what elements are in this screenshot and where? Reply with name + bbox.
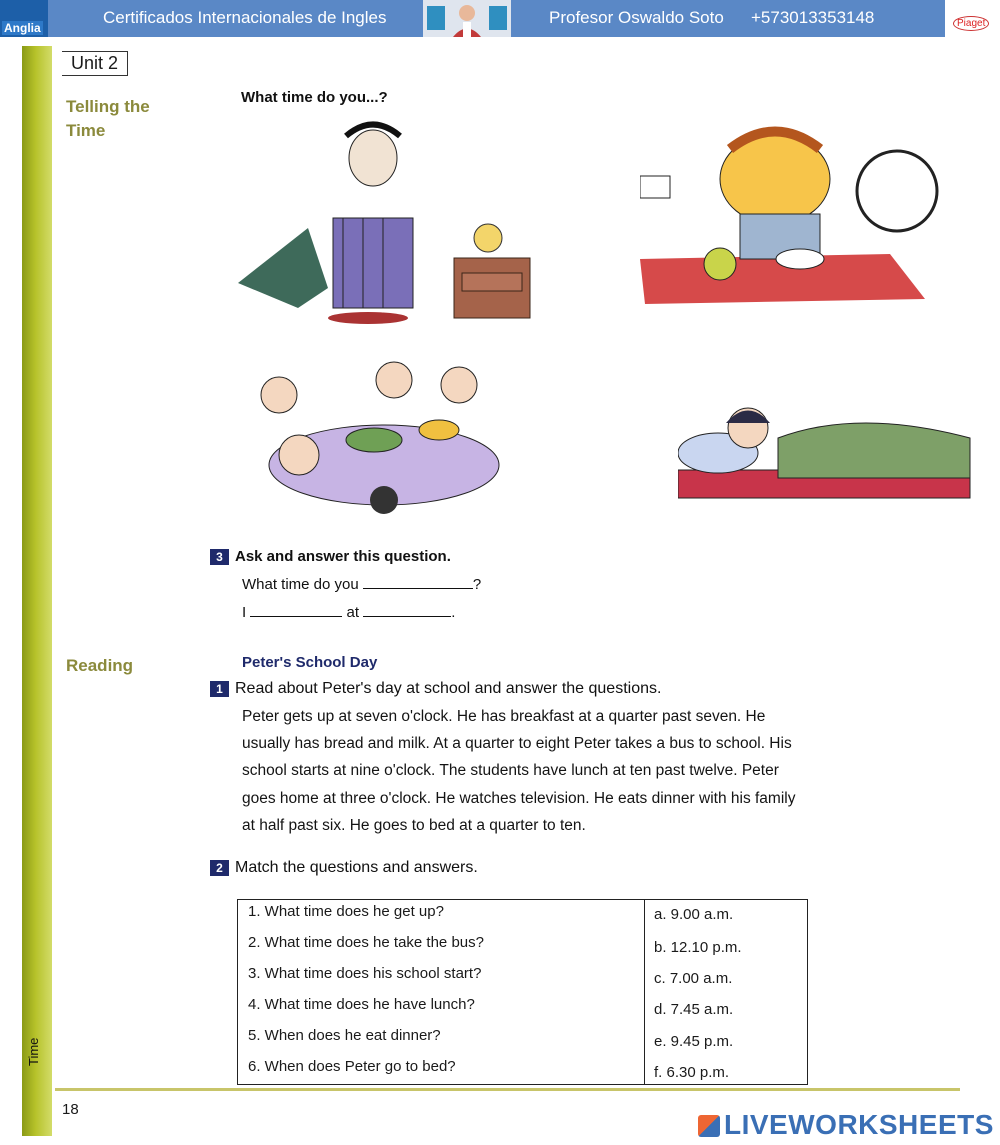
page-spine (22, 46, 52, 1136)
passage-line: Peter gets up at seven o'clock. He has breakfast at a quarter past seven. He (242, 708, 766, 725)
side-heading-reading: Reading (66, 656, 134, 675)
blank-activity[interactable] (363, 576, 473, 589)
page-number: 18 (62, 1101, 79, 1118)
question-row[interactable]: 5. When does he eat dinner? (248, 1027, 441, 1044)
answer-row[interactable]: d. 7.45 a.m. (654, 1001, 734, 1018)
table-divider (644, 900, 645, 1084)
reading-passage (242, 703, 982, 839)
liveworksheets-watermark: LIVEWORKSHEETS (698, 1109, 994, 1141)
family-dinner-illustration (244, 360, 530, 525)
banner-title: Certificados Internacionales de Ingles (103, 8, 387, 27)
teacher-photo (423, 0, 511, 37)
bottom-rule (55, 1088, 960, 1091)
answer-row[interactable]: a. 9.00 a.m. (654, 906, 734, 923)
question-row[interactable]: 6. When does Peter go to bed? (248, 1058, 456, 1075)
question-row[interactable]: 1. What time does he get up? (248, 903, 444, 920)
answer-row[interactable]: e. 9.45 p.m. (654, 1033, 734, 1050)
title-question: What time do you...? (241, 89, 388, 106)
anglia-logo: Anglia (0, 0, 48, 37)
question-row[interactable]: 2. What time does he take the bus? (248, 934, 484, 951)
answer-row[interactable]: c. 7.00 a.m. (654, 970, 733, 987)
passage-line: at half past six. He goes to bed at a quarter to ten. (242, 816, 586, 834)
exercise-2-heading: 2 Match the questions and answers. (210, 859, 478, 877)
side-heading-telling-time: Telling the Time (66, 97, 150, 140)
liveworksheets-icon (698, 1115, 720, 1137)
exercise-1-heading: 1 Read about Peter's day at school and answer the questions. (210, 680, 661, 698)
exercise-3-line-2: I at . (242, 604, 456, 621)
teacher-name: Profesor Oswaldo Soto (549, 8, 724, 27)
passage-line: goes home at three o'clock. He watches television. He eats dinner with his family (242, 789, 796, 807)
answer-row[interactable]: b. 12.10 p.m. (654, 939, 742, 956)
answer-row[interactable]: f. 6.30 p.m. (654, 1064, 730, 1081)
passage-line: usually has bread and milk. At a quarter to eight Peter takes a bus to school. His (242, 735, 792, 753)
blank-activity-answer[interactable] (250, 604, 342, 617)
boy-breakfast-illustration (640, 124, 940, 304)
spine-label: Time (26, 1037, 41, 1066)
piaget-logo: Piaget (946, 0, 1000, 40)
reading-title: Peter's School Day (242, 654, 378, 671)
phone-number: +573013353148 (751, 8, 875, 27)
match-table (237, 899, 808, 1085)
question-row[interactable]: 3. What time does his school start? (248, 965, 482, 982)
blank-time-answer[interactable] (363, 604, 451, 617)
girl-sleeping-illustration (678, 398, 976, 503)
exercise-3-heading: 3 Ask and answer this question. (210, 548, 451, 565)
passage-line: school starts at nine o'clock. The students have lunch at ten past twelve. Peter (242, 762, 779, 780)
exercise-3-line-1: What time do you ? (242, 576, 482, 593)
man-waking-up-illustration (238, 118, 534, 330)
unit-label: Unit 2 (62, 51, 128, 76)
question-row[interactable]: 4. What time does he have lunch? (248, 996, 475, 1013)
